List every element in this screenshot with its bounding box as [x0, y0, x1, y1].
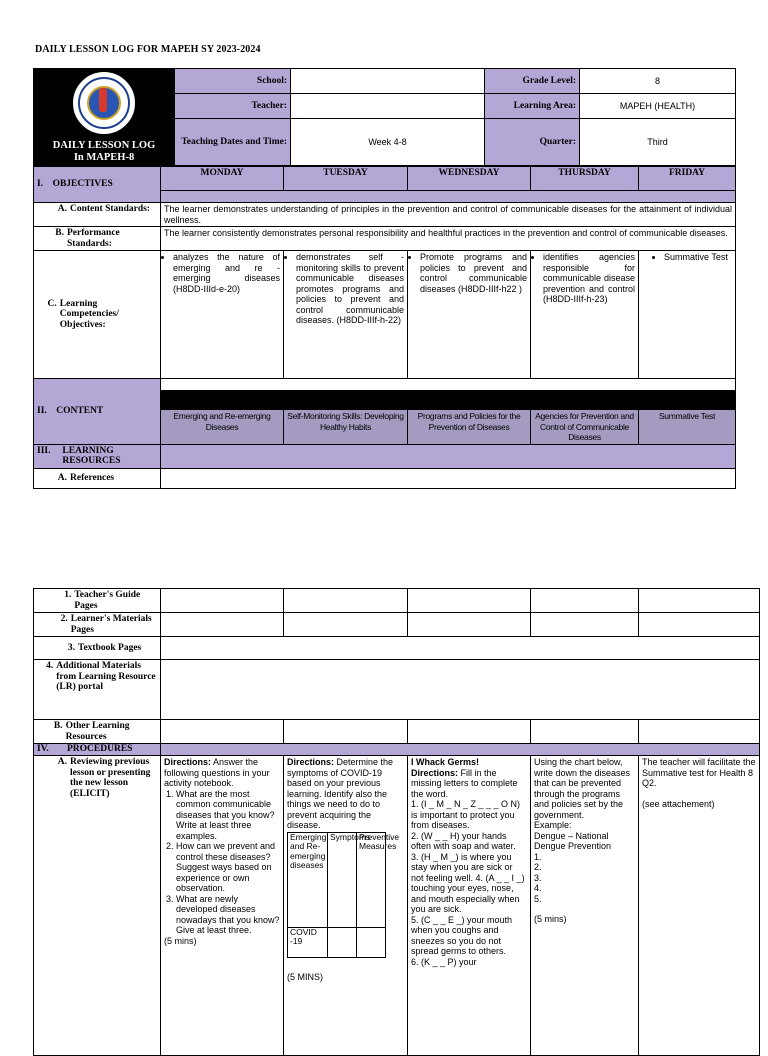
performance-standards-text: The learner consistently demonstrates personal responsibility and healthful practices in the prevention and control of communicable diseases. [161, 227, 736, 251]
objectives-heading: I. OBJECTIVES [34, 167, 161, 203]
teacher-label: Teacher: [175, 93, 291, 119]
elicit-tuesday: Directions: Determine the symptoms of COVID-19 based on your previous learning. Identify also the things we need to do to prevent acquiring the disease. Emerging and Re-emerging diseases Symptoms Preventive Measures COVID -19 (5 MINS) [284, 756, 408, 1056]
learning-resources-heading: III. LEARNING RESOURCES [34, 444, 161, 468]
learning-resources-band [161, 444, 736, 468]
topic-monday: Emerging and Re-emerging Diseases [161, 410, 284, 445]
additional-materials-label: 4. Additional Materials from Learning Resource (LR) portal [34, 660, 161, 720]
procedures-heading: IV. PROCEDURES [34, 744, 161, 756]
topic-friday: Summative Test [639, 410, 736, 445]
other-resources-label: B. Other Learning Resources [34, 720, 161, 744]
content-heading: II. CONTENT [34, 379, 161, 445]
content-standards-text: The learner demonstrates understanding of principles in the prevention and control of communicable diseases for the attainment of individual wellness. [161, 203, 736, 227]
elicit-thursday: Using the chart below, write down the diseases that can be prevented through the programs and policies set by the government. Example: Dengue – National Dengue Prevention 1. 2. 3. 4. 5. (5 mins) [531, 756, 639, 1056]
content-blank [161, 379, 736, 391]
learning-area-value: MAPEH (HEALTH) [580, 93, 736, 119]
competency-friday: • Summative Test [639, 251, 736, 379]
elicit-friday: The teacher will facilitate the Summative test for Health 8 Q2. (see attachement) [639, 756, 760, 1056]
procedures-band [161, 744, 760, 756]
lesson-table-top [33, 166, 736, 489]
grade-level-value: 8 [580, 69, 736, 94]
textbook-pages-label: 3. Textbook Pages [34, 637, 161, 660]
elicit-monday: Directions: Answer the following questions in your activity notebook. 1. What are the most common communicable diseases that you know? Write at least three examples. 2. How can we prevent and control these diseases? Suggest ways based on experience or own observation. 3. What are newly developed diseases nowadays that you know? Give at least three. (5 mins) [161, 756, 284, 1056]
competency-monday: • analyzes the nature of emerging and re - emerging diseases (H8DD-IIId-e-20) [161, 251, 284, 379]
school-value [291, 69, 485, 94]
competency-wednesday: • Promote programs and policies to prevent and control communicable diseases (H8DD-IIIf-h22 ) [408, 251, 531, 379]
competencies-label: C. Learning Competencies/ Objectives: [34, 251, 161, 379]
logo-cell [34, 69, 175, 166]
references-label: A. References [34, 468, 161, 488]
elicit-label: A. Reviewing previous lesson or presenting the new lesson (ELICIT) [34, 756, 161, 1056]
day-monday: MONDAY [161, 167, 284, 191]
lesson-table-bottom [33, 588, 760, 1056]
day-thursday: THURSDAY [531, 167, 639, 191]
day-friday: FRIDAY [639, 167, 736, 191]
teacher-value [291, 93, 485, 119]
grade-level-label: Grade Level: [485, 69, 580, 94]
performance-standards-label: B. Performance Standards: [34, 227, 161, 251]
document-title: DAILY LESSON LOG FOR MAPEH SY 2023-2024 [35, 44, 261, 55]
objectives-band [161, 191, 736, 203]
references-value [161, 468, 736, 488]
header-table [33, 68, 736, 166]
learning-area-label: Learning Area: [485, 93, 580, 119]
topic-tuesday: Self-Monitoring Skills: Developing Healthy Habits [284, 410, 408, 445]
covid-symptoms-table: Emerging and Re-emerging diseases Symptoms Preventive Measures COVID -19 [287, 832, 386, 958]
logo-caption: DAILY LESSON LOG In MAPEH-8 [52, 140, 156, 163]
day-wednesday: WEDNESDAY [408, 167, 531, 191]
day-tuesday: TUESDAY [284, 167, 408, 191]
content-standards-label: A. Content Standards: [34, 203, 161, 227]
topic-wednesday: Programs and Policies for the Prevention of Diseases [408, 410, 531, 445]
teaching-dates-value: Week 4-8 [291, 119, 485, 166]
competency-thursday: • identifies agencies responsible for communicable disease prevention and control (H8DD-IIIf-h-23) [531, 251, 639, 379]
teaching-dates-label: Teaching Dates and Time: [175, 119, 291, 166]
quarter-value: Third [580, 119, 736, 166]
content-black-band [161, 391, 736, 410]
deped-seal-icon [73, 72, 135, 134]
competency-tuesday: • demonstrates self - monitoring skills to prevent communicable diseases promotes programs and policies to prevent and control communicable diseases. (H8DD-IIIf-h-22) [284, 251, 408, 379]
school-label: School: [175, 69, 291, 94]
teachers-guide-label: 1. Teacher's Guide Pages [34, 589, 161, 613]
learners-materials-label: 2. Learner's Materials Pages [34, 613, 161, 637]
quarter-label: Quarter: [485, 119, 580, 166]
elicit-wednesday: I Whack Germs! Directions: Fill in the missing letters to complete the word. 1. (I _ M _ N _ Z _ _ _ O N) is important to protect you from diseases. 2. (W _ _ H) your hands often with soap and water. 3. (H _ M _) is where you stay when you are sick or not feeling well. 4. (A _ _ I _) touching your eyes, nose, and mouth especially when you are sick. 5. (C _ _ E _) your mouth when you coughs and sneezes so you do not spread germs to others. 6. (K _ _ P) your [408, 756, 531, 1056]
topic-thursday: Agencies for Prevention and Control of Communicable Diseases [531, 410, 639, 445]
